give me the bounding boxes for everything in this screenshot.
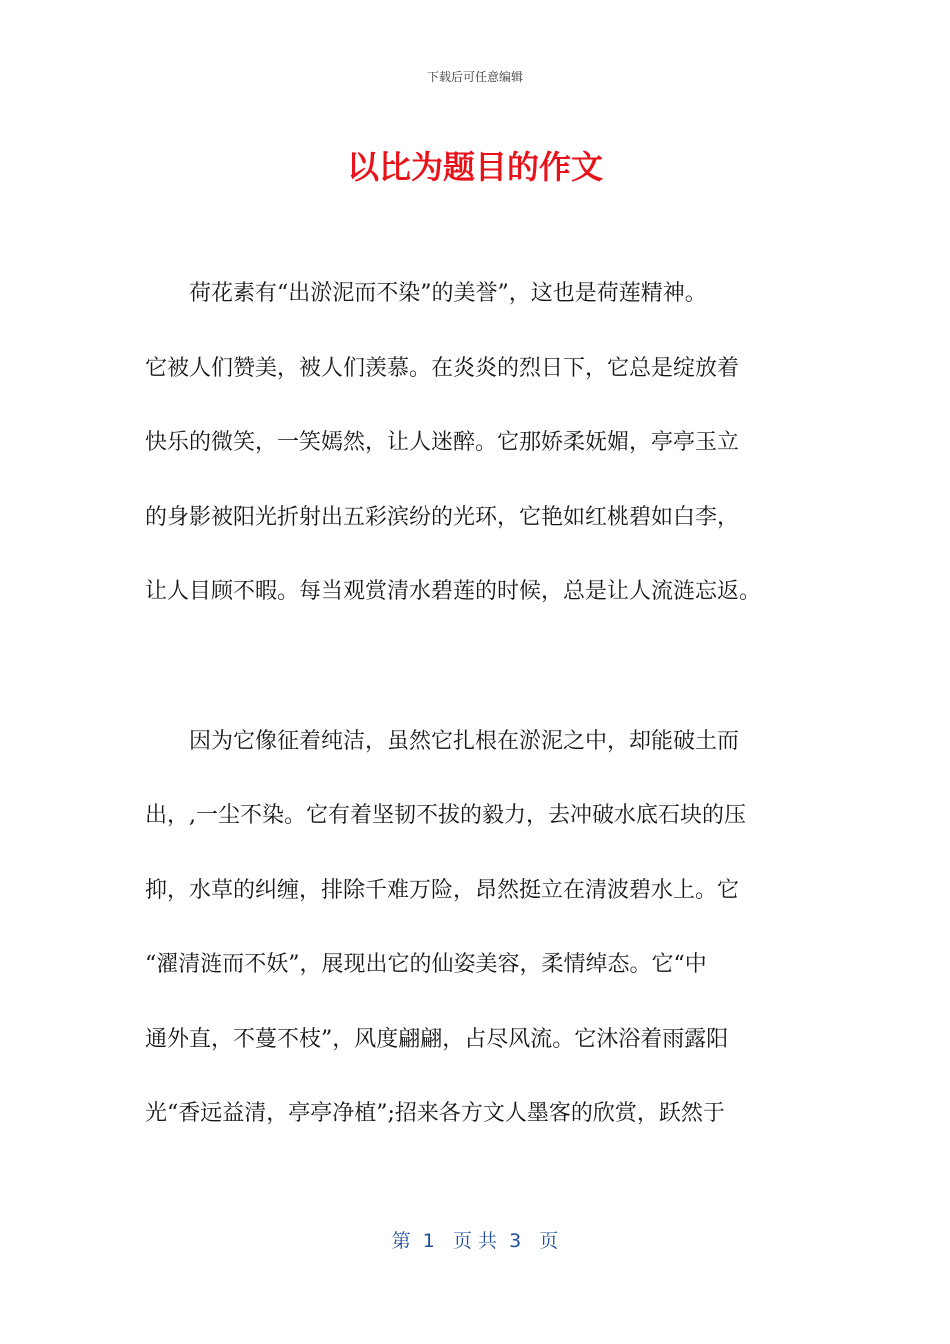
text-line: 出，,一尘不染。它有着坚韧不拔的毅力，去冲破水底石块的压: [145, 803, 746, 828]
text-line: 光“香远益清，亭亭净植”;招来各方文人墨客的欣赏，跃然于: [145, 1101, 725, 1126]
document-title: 以比为题目的作文: [346, 148, 603, 186]
text-line: 通外直，不蔓不枝”，风度翩翩，占尽风流。它沐浴着雨露阳: [145, 1027, 729, 1052]
text-line: 它被人们赞美，被人们羡慕。在炎炎的烈日下，它总是绽放着: [145, 356, 740, 381]
text-line: 因为它像征着纯洁，虽然它扎根在淤泥之中，却能破土而: [145, 729, 740, 754]
text-line: 快乐的微笑，一笑嫣然，让人迷醉。它那娇柔妩媚，亭亭玉立: [145, 430, 740, 455]
page-number: 第 1 页 共 3 页: [391, 1230, 559, 1252]
text-line: “濯清涟而不妖”，展现出它的仙姿美容，柔情绰态。它“中: [145, 952, 707, 977]
text-line: 抑，水草的纠缠，排除千难万险，昂然挺立在清波碧水上。它: [145, 878, 740, 903]
text-line: 的身影被阳光折射出五彩滨纷的光环，它艳如红桃碧如白李，: [145, 505, 740, 530]
text-line: 让人目顾不暇。每当观赏清水碧莲的时候，总是让人流涟忘返。: [145, 579, 762, 604]
header-note: 下载后可任意编辑: [426, 70, 523, 84]
text-line: 荷花素有“出淤泥而不染”的美誉”，这也是荷莲精神。: [145, 281, 707, 306]
